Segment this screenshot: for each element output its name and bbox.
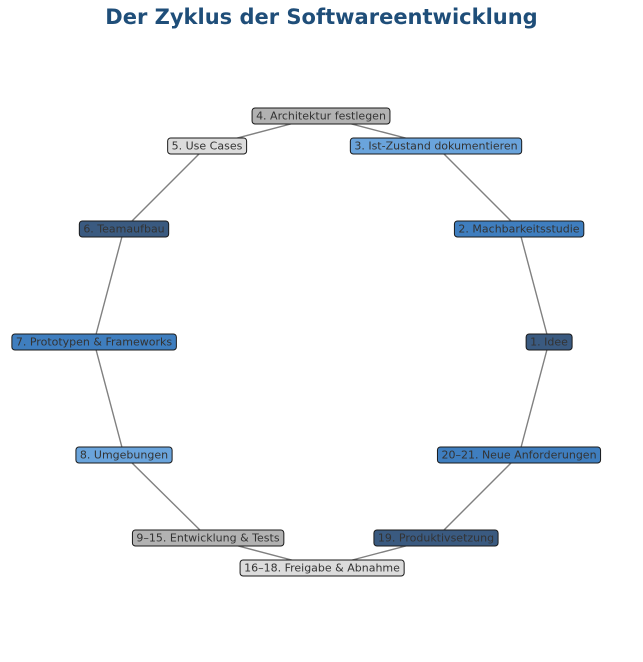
- cycle-node-label: 6. Teamaufbau: [83, 222, 165, 236]
- cycle-node-label: 19. Produktivsetzung: [377, 531, 495, 545]
- cycle-node-label: 7. Prototypen & Frameworks: [15, 335, 173, 349]
- cycle-nodes: [12, 108, 601, 576]
- cycle-node: [350, 138, 521, 154]
- cycle-node: [132, 530, 283, 546]
- cycle-node: [437, 447, 600, 463]
- cycle-node-label: 5. Use Cases: [171, 139, 243, 153]
- cycle-node: [79, 221, 168, 237]
- cycle-node-label: 3. Ist-Zustand dokumentieren: [354, 139, 518, 153]
- cycle-edge: [436, 146, 519, 229]
- cycle-edge: [436, 455, 519, 538]
- cycle-edge: [124, 146, 207, 229]
- cycle-node-label: 4. Architektur festlegen: [256, 109, 386, 123]
- cycle-node: [374, 530, 498, 546]
- cycle-node-label: 9–15. Entwicklung & Tests: [136, 531, 280, 545]
- cycle-edge: [94, 342, 124, 455]
- cycle-node-label: 16–18. Freigabe & Abnahme: [244, 561, 400, 575]
- cycle-node: [454, 221, 583, 237]
- cycle-edge: [94, 229, 124, 342]
- cycle-node: [76, 447, 172, 463]
- cycle-node-label: 8. Umgebungen: [79, 448, 169, 462]
- cycle-edge: [519, 342, 549, 455]
- cycle-node: [252, 108, 390, 124]
- diagram-title: Der Zyklus der Softwareentwicklung: [105, 5, 538, 29]
- cycle-node-label: 20–21. Neue Anforderungen: [441, 448, 597, 462]
- cycle-node: [12, 334, 176, 350]
- cycle-node-label: 2. Machbarkeitsstudie: [458, 222, 580, 236]
- cycle-node: [526, 334, 572, 350]
- cycle-node: [168, 138, 247, 154]
- cycle-node: [240, 560, 404, 576]
- cycle-edge: [519, 229, 549, 342]
- cycle-edge: [124, 455, 208, 538]
- cycle-node-label: 1. Idee: [530, 335, 568, 349]
